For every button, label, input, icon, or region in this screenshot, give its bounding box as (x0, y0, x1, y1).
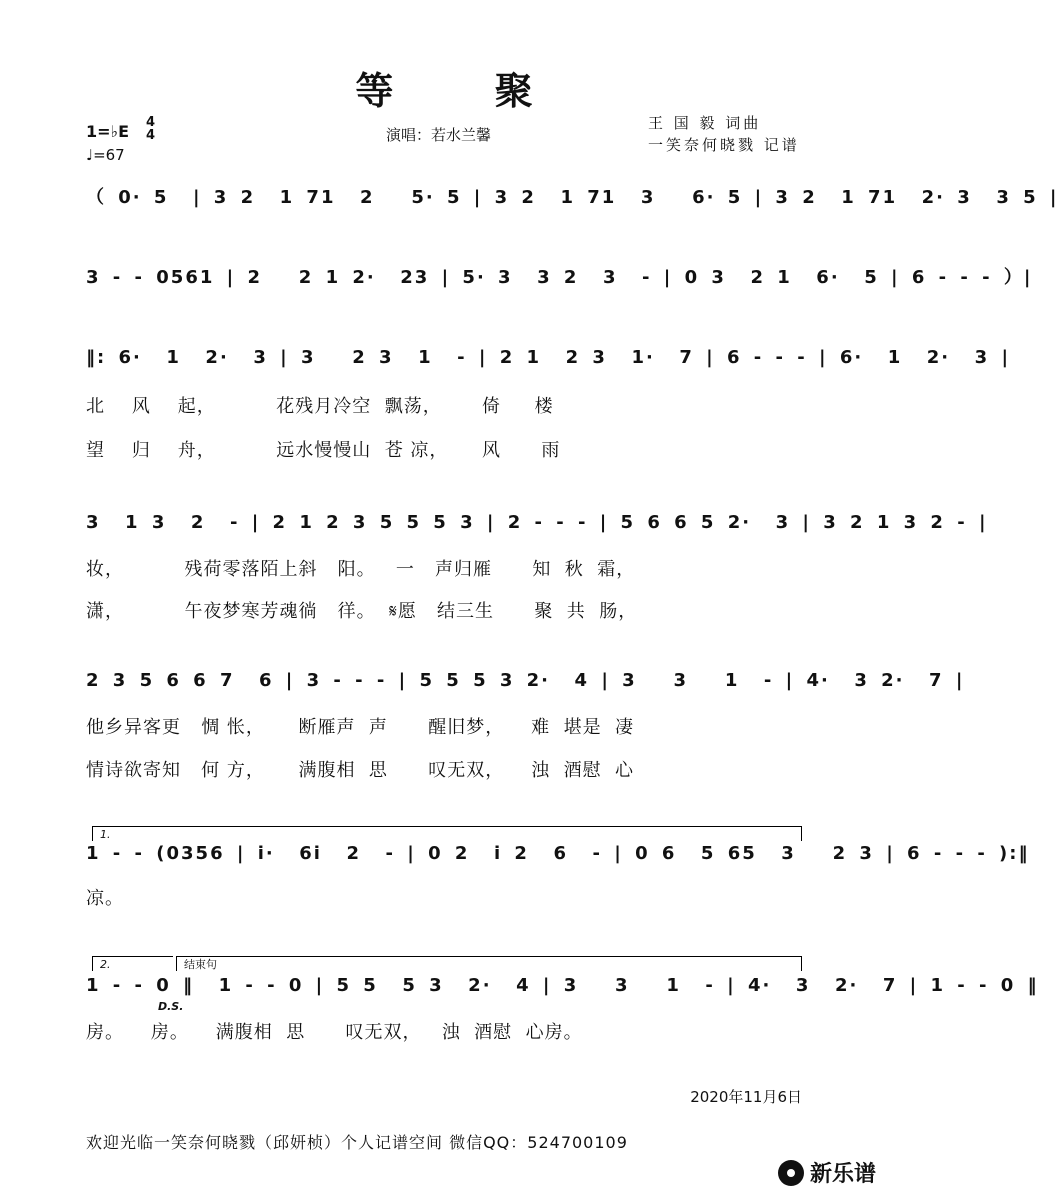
transcriber-credit: 一笑奈何晓戮 记谱 (648, 136, 800, 154)
singer-credit: 演唱：若水兰馨 (386, 126, 492, 144)
site-logo (778, 1157, 876, 1188)
ending-phrase-label: 结束句 (184, 958, 217, 971)
time-signature (146, 116, 155, 142)
footer-text: 欢迎光临一笑奈何晓戮（邱妍桢）个人记谱空间 微信QQ：524700109 (86, 1133, 628, 1152)
logo-text: 新乐谱 (809, 1162, 876, 1187)
notation-line: （ 0· 5 | 3 2 1 71 2 5· 5 | 3 2 1 71 3 6· 5 | 3 2 1 71 2· 3 3 5 | (86, 187, 1058, 208)
composer-credit: 王 国 毅 词曲 (648, 114, 762, 132)
key-signature: 1=♭E (86, 122, 130, 141)
tempo-marking: ♩=67 (86, 146, 125, 164)
notation-line: 3 - - 0561 | 2 2 1 2· 23 | 5· 3 3 2 3 - | 0 3 2 1 6· 5 | 6 - - - ）| (86, 267, 1033, 288)
lyric-line: 潇， 午夜梦寒芳魂徜 徉。 𝄋愿 结三生 聚 共 肠， (86, 601, 638, 622)
time-sig-top: 4 (146, 115, 156, 130)
notation-line: 2 3 5 6 6 7 6 | 3 - - - | 5 5 5 3 2· 4 | 3 3 1 - | 4· 3 2· 7 | (86, 670, 965, 691)
dal-segno-mark: D.S. (158, 1000, 184, 1013)
lyric-line: 凉。 (86, 888, 124, 909)
notation-line: 3 1 3 2 - | 2 1 2 3 5 5 5 3 | 2 - - - | 5 6 6 5 2· 3 | 3 2 1 3 2 - | (86, 512, 988, 533)
notation-line: 1 - - (0356 | i· 6i 2 - | 0 2 i 2 6 - | 0 6 5 65 3 2 3 | 6 - - - ):‖ (86, 843, 1030, 864)
lyric-line: 他乡异客更 惆 怅， 断雁声 声 醒旧梦， 难 堪是 凄 (86, 717, 635, 738)
date: 2020年11月6日 (690, 1088, 802, 1106)
first-ending-label: 1. (100, 828, 111, 841)
time-sig-bottom: 4 (146, 128, 156, 143)
song-title: 等 聚 (355, 69, 577, 113)
notation-line: ‖: 6· 1 2· 3 | 3 2 3 1 - | 2 1 2 3 1· 7 | 6 - - - | 6· 1 2· 3 | (86, 347, 1011, 368)
notation-line: 1 - - 0 ‖ 1 - - 0 | 5 5 5 3 2· 4 | 3 3 1 - | 4· 3 2· 7 | 1 - - 0 ‖ (86, 975, 1039, 996)
lyric-line: 妆， 残荷零落陌上斜 阳。 一 声归雁 知 秋 霜， (86, 559, 636, 580)
coda-bracket (176, 956, 802, 971)
record-icon (778, 1160, 804, 1186)
lyric-line: 房。 房。 满腹相 思 叹无双， 浊 酒慰 心房。 (86, 1022, 583, 1043)
second-ending-label: 2. (100, 958, 111, 971)
lyric-line: 望 归 舟， 远水慢慢山 苍 凉， 风 雨 (86, 440, 561, 461)
lyric-line: 情诗欲寄知 何 方， 满腹相 思 叹无双， 浊 酒慰 心 (86, 760, 635, 781)
lyric-line: 北 风 起， 花残月冷空 飘荡， 倚 楼 (86, 396, 554, 417)
first-ending-bracket (92, 826, 802, 841)
